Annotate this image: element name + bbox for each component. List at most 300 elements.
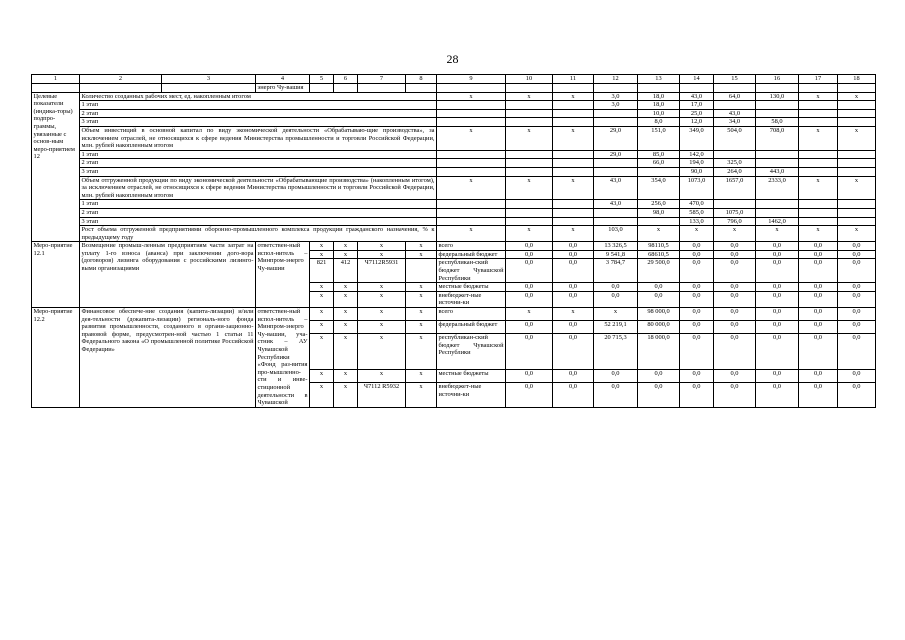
funding-value: 0,0 [594, 291, 638, 307]
indicator-value: 1657,0 [714, 176, 756, 200]
measure-description: Финансовое обеспече-ние создания (капита-лизации) и/или дея-тельности (докапита-лизации) региональ-ного фонда развития промышленности, созданного в органи-зационно-правовой форме, предусмотрен-ной частью 1 статьи 11 Федерального закона «О промышленной политике Российской Федерации» [80, 308, 256, 408]
funding-value: 98 000,0 [638, 308, 680, 321]
table-cell [437, 118, 506, 127]
funding-value: x [553, 308, 594, 321]
funding-value: 52 219,1 [594, 321, 638, 334]
indicator-value: 3,0 [594, 92, 638, 101]
table-cell [714, 84, 756, 93]
table-cell [838, 217, 876, 226]
continuation-row [32, 84, 876, 93]
indicator-row [32, 92, 876, 101]
indicator-value: x [437, 226, 506, 242]
table-cell [437, 159, 506, 168]
table-cell [32, 84, 80, 93]
funding-value: 0,0 [506, 242, 553, 251]
column-number: 5 [310, 75, 334, 84]
funding-value: 0,0 [799, 321, 838, 334]
table-cell [162, 84, 256, 93]
table-cell [838, 150, 876, 159]
stage-value: 10,0 [638, 109, 680, 118]
table-cell [506, 208, 553, 217]
funding-value: 0,0 [756, 321, 799, 334]
indicator-value: x [756, 226, 799, 242]
table-cell [553, 84, 594, 93]
column-number: 10 [506, 75, 553, 84]
funding-value: 9 541,8 [594, 250, 638, 259]
budget-code: x [334, 291, 358, 307]
budget-code: x [334, 334, 358, 370]
funding-value: 0,0 [680, 250, 714, 259]
funding-value: 0,0 [506, 291, 553, 307]
funding-value: 0,0 [838, 334, 876, 370]
column-number: 2 [80, 75, 162, 84]
indicator-value: x [506, 226, 553, 242]
funding-value: 0,0 [714, 250, 756, 259]
stage-name: 2 этап [80, 109, 437, 118]
funding-value: 0,0 [714, 242, 756, 251]
indicator-value: 18,0 [638, 92, 680, 101]
stage-value: 18,0 [638, 101, 680, 110]
stage-value: 443,0 [756, 167, 799, 176]
stage-value: 43,0 [714, 109, 756, 118]
table-cell [406, 84, 437, 93]
stage-value: 585,0 [680, 208, 714, 217]
funding-value: 0,0 [756, 242, 799, 251]
stage-value [756, 200, 799, 209]
table-cell [799, 208, 838, 217]
funding-value: 0,0 [838, 321, 876, 334]
table-cell [638, 84, 680, 93]
measure-row [32, 242, 876, 251]
funding-value: 80 000,0 [638, 321, 680, 334]
funding-source: всего [437, 308, 506, 321]
funding-value: 0,0 [799, 283, 838, 292]
budget-code: x [406, 242, 437, 251]
indicator-value: x [838, 176, 876, 200]
budget-code: x [334, 370, 358, 383]
funding-value: 0,0 [799, 308, 838, 321]
stage-value: 43,0 [594, 200, 638, 209]
budget-code: Ч7112 R5932 [358, 383, 406, 408]
budget-code: x [310, 250, 334, 259]
table-cell [437, 84, 506, 93]
column-number: 17 [799, 75, 838, 84]
table-cell [553, 167, 594, 176]
funding-source: внебюджет-ные источни-ки [437, 291, 506, 307]
indicators-label: Целевые показатели (индика-торы) подпро-граммы, увязанные с основ-ным меро-приятием 12 [32, 92, 80, 242]
measure-responsible: ответствен-ный испол-нитель – Минпром-энерго Чу-вашии, уча-стник – АУ Чувашской Республики «Фонд раз-вития про-мышленно-сти и инве-стиционной деятельности в Чувашской [257, 308, 308, 407]
stage-value: 1462,0 [756, 217, 799, 226]
funding-value: 0,0 [838, 308, 876, 321]
funding-value: x [594, 308, 638, 321]
stage-value: 194,0 [680, 159, 714, 168]
funding-value: 0,0 [638, 291, 680, 307]
table-cell [553, 159, 594, 168]
budget-code [406, 259, 437, 283]
stage-value: 3,0 [594, 101, 638, 110]
table-cell [594, 84, 638, 93]
indicator-row [32, 176, 876, 200]
funding-value: 0,0 [638, 370, 680, 383]
column-number: 9 [437, 75, 506, 84]
funding-value: 0,0 [506, 283, 553, 292]
stage-name: 1 этап [80, 101, 437, 110]
indicator-name: Рост объема отгруженной предприятиями оборонно-промышленного комплекса продукции гражданского назначения, % к предыдущему году [81, 226, 435, 241]
indicator-value: 64,0 [714, 92, 756, 101]
indicator-value: 29,0 [594, 126, 638, 150]
funding-value: 0,0 [680, 259, 714, 283]
funding-value: 0,0 [680, 334, 714, 370]
indicator-value: 43,0 [680, 92, 714, 101]
budget-code: x [358, 291, 406, 307]
table-cell [756, 84, 799, 93]
funding-value: 0,0 [756, 250, 799, 259]
funding-source: федеральный бюджет [437, 250, 506, 259]
indicator-value: x [680, 226, 714, 242]
stage-value: 264,0 [714, 167, 756, 176]
budget-code: x [310, 334, 334, 370]
funding-source: внебюджет-ные источни-ки [437, 383, 506, 408]
table-cell [506, 84, 553, 93]
funding-value: 0,0 [553, 321, 594, 334]
indicator-value: x [553, 92, 594, 101]
budget-code: x [334, 321, 358, 334]
stage-value: 34,0 [714, 118, 756, 127]
budget-code: 412 [334, 259, 358, 283]
indicator-value: x [553, 126, 594, 150]
stage-value [756, 159, 799, 168]
funding-value: 0,0 [799, 291, 838, 307]
funding-value: 0,0 [506, 259, 553, 283]
funding-value: 0,0 [756, 259, 799, 283]
indicator-row [32, 226, 876, 242]
indicator-name: Количество созданных рабочих мест, ед. накопленным итогом [80, 92, 437, 101]
funding-value: 18 000,0 [638, 334, 680, 370]
indicator-value: x [799, 126, 838, 150]
stage-value [594, 109, 638, 118]
column-number: 3 [162, 75, 256, 84]
column-number: 12 [594, 75, 638, 84]
stage-value: 256,0 [638, 200, 680, 209]
budget-code: x [358, 283, 406, 292]
indicator-value: 354,0 [638, 176, 680, 200]
budget-code: x [310, 242, 334, 251]
funding-value: 0,0 [638, 283, 680, 292]
stage-row [32, 159, 876, 168]
stage-row [32, 208, 876, 217]
budget-code: x [406, 370, 437, 383]
indicator-value: x [506, 126, 553, 150]
column-number: 1 [32, 75, 80, 84]
stage-value: 1075,0 [714, 208, 756, 217]
indicator-value: x [799, 226, 838, 242]
funding-value: 0,0 [594, 383, 638, 408]
column-number: 8 [406, 75, 437, 84]
stage-value [714, 150, 756, 159]
budget-code: x [406, 383, 437, 408]
table-cell [838, 159, 876, 168]
stage-name: 3 этап [80, 118, 437, 127]
stage-value: 85,0 [638, 150, 680, 159]
indicator-value: x [638, 226, 680, 242]
column-number: 15 [714, 75, 756, 84]
budget-code: x [406, 308, 437, 321]
stage-value [714, 200, 756, 209]
budget-code: x [358, 321, 406, 334]
table-cell [358, 84, 406, 93]
table-cell [838, 200, 876, 209]
column-number: 11 [553, 75, 594, 84]
funding-value: 0,0 [553, 283, 594, 292]
indicator-value: x [838, 126, 876, 150]
budget-code: x [334, 283, 358, 292]
indicator-name: Объем отгруженной продукции по виду экономической деятельности «Обрабатывающие производства» (накопленным итогом), за исключением отраслей, не относящихся к сфере ведения Министерства промышленности и торговли Российской Федерации, млн. рублей накопленным итогом [81, 176, 435, 199]
table-cell [506, 159, 553, 168]
table-cell [553, 200, 594, 209]
indicator-value: 2333,0 [756, 176, 799, 200]
funding-value: 0,0 [680, 308, 714, 321]
budget-code: x [406, 283, 437, 292]
stage-name: 1 этап [80, 150, 437, 159]
funding-value: 0,0 [594, 370, 638, 383]
budget-code: x [358, 250, 406, 259]
indicator-value: x [437, 126, 506, 150]
stage-row [32, 109, 876, 118]
funding-source: местные бюджеты [437, 370, 506, 383]
responsible-continuation: энерго Чу-вашия [256, 84, 310, 93]
stage-value [756, 101, 799, 110]
stage-value: 8,0 [638, 118, 680, 127]
funding-value: 0,0 [838, 250, 876, 259]
indicator-value: x [553, 176, 594, 200]
budget-code: x [358, 334, 406, 370]
stage-row [32, 217, 876, 226]
table-cell [799, 118, 838, 127]
indicator-value: x [838, 92, 876, 101]
indicator-value: x [553, 226, 594, 242]
funding-value: 0,0 [553, 259, 594, 283]
budget-code: x [406, 321, 437, 334]
measure-label: Меро-приятие 12.1 [32, 242, 80, 308]
funding-value: 0,0 [680, 383, 714, 408]
funding-value: 0,0 [756, 334, 799, 370]
stage-value [756, 208, 799, 217]
funding-value: 0,0 [799, 250, 838, 259]
funding-value: 0,0 [714, 291, 756, 307]
table-cell [437, 150, 506, 159]
stage-row [32, 150, 876, 159]
measure-description: Возмещение промыш-ленным предприятиям части затрат на уплату 1-го взноса (аванса) при заключении дого-вора (договоров) лизинга оборудования с российскими лизинго-выми организациями [80, 242, 256, 308]
funding-value: 0,0 [756, 308, 799, 321]
funding-source: республикан-ский бюджет Чувашской Республики [437, 334, 506, 370]
table-cell [838, 167, 876, 176]
budget-code: x [334, 250, 358, 259]
indicator-value: x [838, 226, 876, 242]
column-number: 6 [334, 75, 358, 84]
indicator-value: x [437, 176, 506, 200]
stage-value: 66,0 [638, 159, 680, 168]
budget-code: x [310, 383, 334, 408]
stage-value [756, 150, 799, 159]
indicator-value: 1073,0 [680, 176, 714, 200]
program-table [31, 74, 876, 408]
funding-value: 0,0 [553, 291, 594, 307]
funding-value: 0,0 [506, 383, 553, 408]
column-number: 7 [358, 75, 406, 84]
funding-value: 3 784,7 [594, 259, 638, 283]
stage-row [32, 200, 876, 209]
table-cell [799, 200, 838, 209]
stage-value: 29,0 [594, 150, 638, 159]
funding-value: 0,0 [714, 259, 756, 283]
funding-value: 0,0 [553, 370, 594, 383]
budget-code: x [358, 370, 406, 383]
indicator-name: Объем инвестиций в основной капитал по виду экономической деятельности «Обрабатываю-щие производства», за исключением отраслей, не относящихся к сфере ведения Министерства промышленности и торговли Российской Федерации, млн. рублей накопленным итогом [81, 126, 435, 150]
funding-value: 0,0 [838, 283, 876, 292]
stage-name: 3 этап [80, 167, 437, 176]
budget-code: x [310, 321, 334, 334]
indicator-value: x [506, 92, 553, 101]
budget-code: x [310, 370, 334, 383]
table-cell [506, 118, 553, 127]
column-number: 18 [838, 75, 876, 84]
stage-value: 12,0 [680, 118, 714, 127]
column-number: 13 [638, 75, 680, 84]
funding-value: 0,0 [506, 370, 553, 383]
stage-value [594, 217, 638, 226]
table-cell [506, 101, 553, 110]
funding-value: 0,0 [799, 334, 838, 370]
funding-value: 0,0 [506, 321, 553, 334]
stage-value: 17,0 [680, 101, 714, 110]
measure-responsible: ответствен-ный испол-нитель – Минпром-энерго Чу-вашии [256, 242, 310, 308]
funding-value: 0,0 [680, 242, 714, 251]
funding-value: 98110,5 [638, 242, 680, 251]
funding-value: 0,0 [838, 291, 876, 307]
funding-value: 0,0 [756, 283, 799, 292]
funding-value: 0,0 [680, 291, 714, 307]
table-cell [437, 217, 506, 226]
funding-value: 0,0 [799, 383, 838, 408]
funding-value: 0,0 [506, 334, 553, 370]
stage-row [32, 167, 876, 176]
indicator-value: 504,0 [714, 126, 756, 150]
stage-value: 90,0 [680, 167, 714, 176]
table-cell [553, 101, 594, 110]
column-number: 4 [256, 75, 310, 84]
budget-code: 821 [310, 259, 334, 283]
budget-code: x [310, 308, 334, 321]
stage-value [714, 101, 756, 110]
funding-value: 0,0 [838, 242, 876, 251]
table-cell [437, 208, 506, 217]
table-cell [553, 217, 594, 226]
stage-value [638, 217, 680, 226]
funding-value: 0,0 [756, 291, 799, 307]
column-number: 14 [680, 75, 714, 84]
budget-code: x [310, 283, 334, 292]
table-cell [437, 167, 506, 176]
stage-value: 142,0 [680, 150, 714, 159]
funding-value: 0,0 [680, 283, 714, 292]
table-cell [799, 217, 838, 226]
funding-value: 68610,5 [638, 250, 680, 259]
stage-value: 58,0 [756, 118, 799, 127]
budget-code: Ч7112R5931 [358, 259, 406, 283]
funding-value: 0,0 [638, 383, 680, 408]
stage-row [32, 101, 876, 110]
table-cell [334, 84, 358, 93]
table-cell [553, 109, 594, 118]
stage-value: 98,0 [638, 208, 680, 217]
funding-value: 0,0 [714, 383, 756, 408]
funding-value: 0,0 [553, 250, 594, 259]
table-cell [506, 200, 553, 209]
indicator-value: 130,0 [756, 92, 799, 101]
indicator-value: x [506, 176, 553, 200]
budget-code: x [406, 250, 437, 259]
funding-value: 0,0 [714, 283, 756, 292]
table-cell [506, 109, 553, 118]
table-cell [553, 118, 594, 127]
funding-value: 13 326,5 [594, 242, 638, 251]
funding-value: 0,0 [756, 383, 799, 408]
table-cell [437, 101, 506, 110]
funding-value: 0,0 [838, 383, 876, 408]
budget-code: x [358, 308, 406, 321]
indicator-value: 43,0 [594, 176, 638, 200]
stage-value [594, 159, 638, 168]
stage-value: 25,0 [680, 109, 714, 118]
funding-value: 0,0 [799, 370, 838, 383]
indicator-value: x [799, 176, 838, 200]
table-cell [799, 159, 838, 168]
table-cell [437, 109, 506, 118]
table-cell [799, 167, 838, 176]
table-cell [680, 84, 714, 93]
funding-value: 0,0 [714, 321, 756, 334]
funding-source: местные бюджеты [437, 283, 506, 292]
table-cell [838, 101, 876, 110]
indicator-value: 103,0 [594, 226, 638, 242]
indicator-row [32, 126, 876, 150]
funding-source: республикан-ский бюджет Чувашской Республики [438, 259, 504, 282]
table-cell [838, 84, 876, 93]
funding-value: 0,0 [799, 242, 838, 251]
indicator-value: 708,0 [756, 126, 799, 150]
stage-value [594, 167, 638, 176]
funding-value: 0,0 [838, 370, 876, 383]
page-number: 28 [446, 52, 459, 66]
table-cell [838, 109, 876, 118]
stage-value [594, 118, 638, 127]
funding-value: 0,0 [553, 242, 594, 251]
stage-name: 3 этап [80, 217, 437, 226]
table-cell [80, 84, 162, 93]
measure-label: Меро-приятие 12.2 [32, 308, 80, 408]
stage-name: 1 этап [80, 200, 437, 209]
funding-value: 0,0 [714, 334, 756, 370]
table-cell [506, 217, 553, 226]
funding-value: 0,0 [799, 259, 838, 283]
funding-value: 29 500,0 [638, 259, 680, 283]
table-cell [506, 150, 553, 159]
funding-value: 0,0 [680, 321, 714, 334]
stage-value: 470,0 [680, 200, 714, 209]
indicator-value: x [714, 226, 756, 242]
indicator-value: 151,0 [638, 126, 680, 150]
budget-code: x [358, 242, 406, 251]
